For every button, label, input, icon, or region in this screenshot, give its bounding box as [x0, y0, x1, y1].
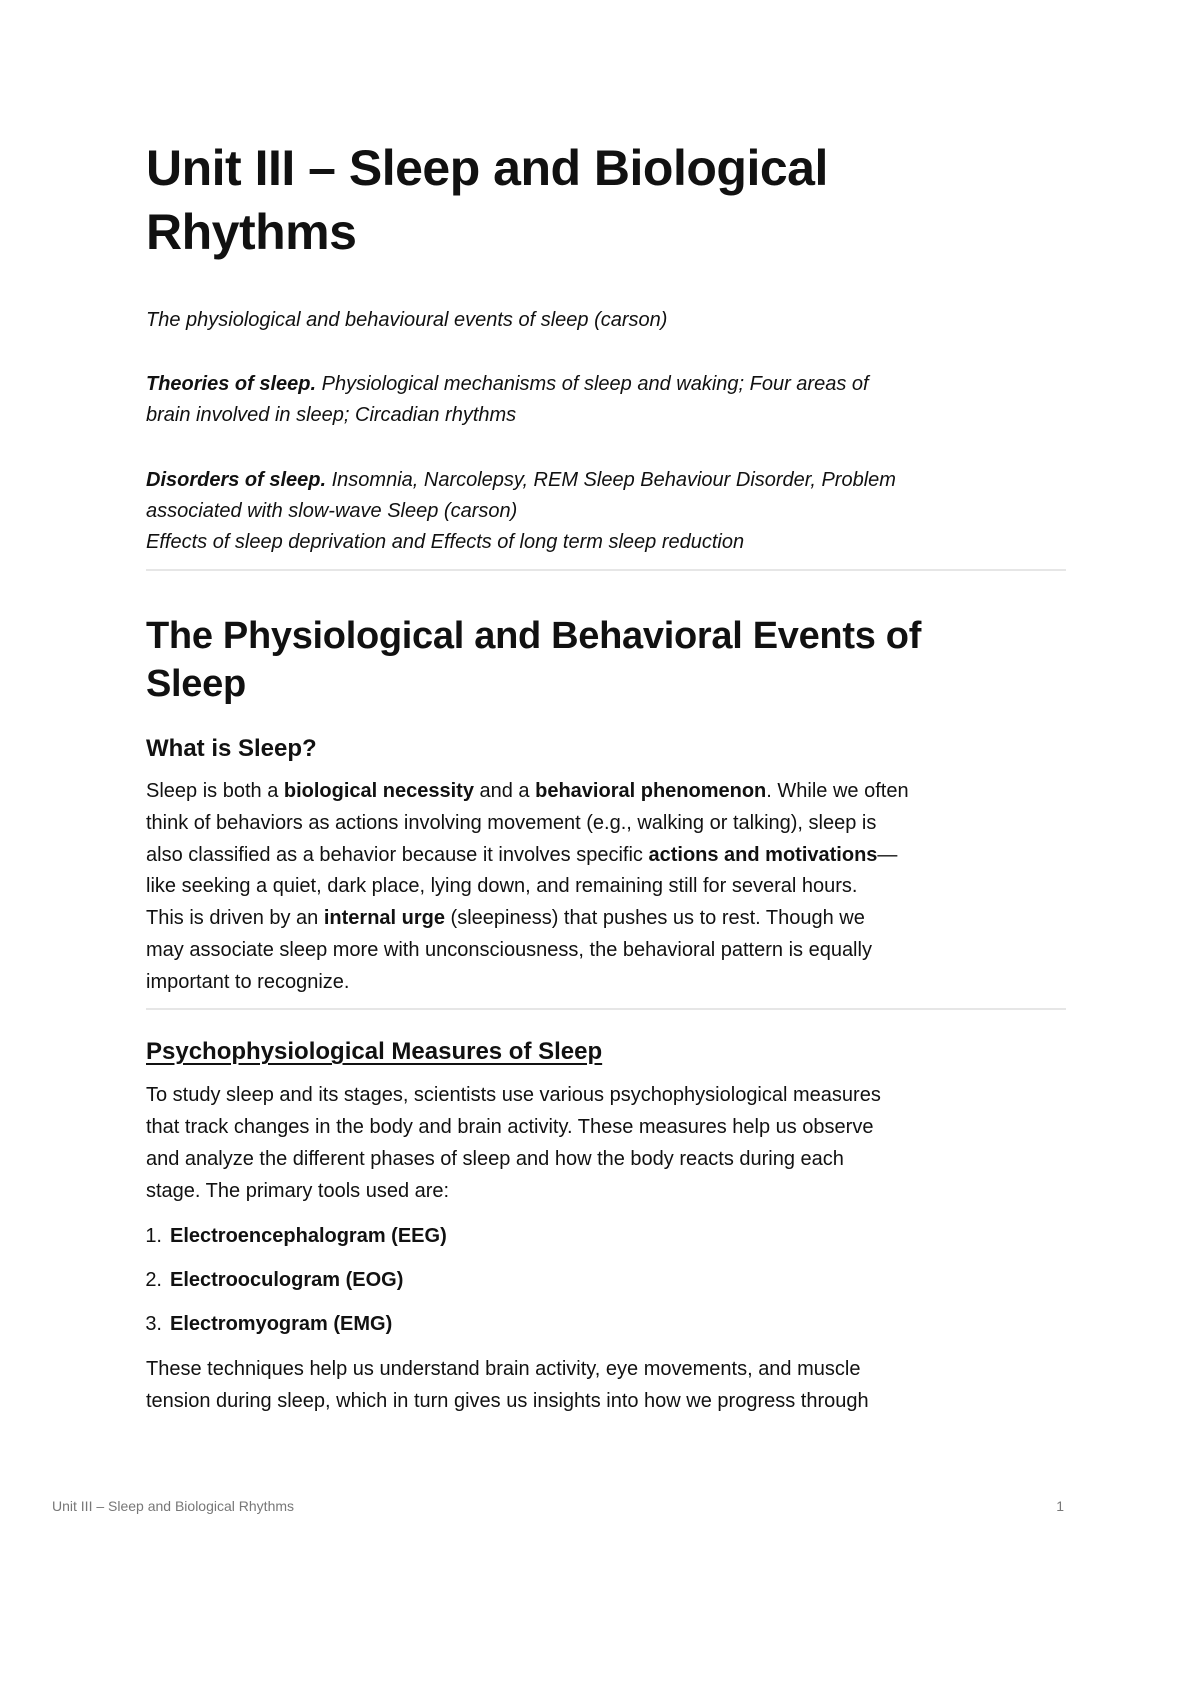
text-run: also classified as a behavior because it involves specific [146, 843, 649, 866]
bold-text: Theories of sleep. [146, 373, 317, 395]
text-run: To study sleep and its stages, scientists use various psychophysiological measures [146, 1084, 881, 1106]
paragraph-line [146, 1143, 844, 1175]
paragraph-line [146, 839, 897, 871]
text-run: may associate sleep more with unconsciousness, the behavioral pattern is equally [146, 939, 872, 961]
text-run: like seeking a quiet, dark place, lying down, and remaining still for several hours. [146, 875, 858, 898]
list-item [120, 1308, 392, 1340]
bold-text: biological necessity [283, 780, 474, 802]
text-run: think of behaviors as actions involving movement (e.g., walking or talking), sleep is [146, 811, 877, 834]
page-title-line: Unit III – Sleep and Biological [146, 140, 828, 196]
theories-line [146, 399, 516, 431]
disorders-line [146, 464, 896, 496]
subheading-measures: Psychophysiological Measures of Sleep [146, 1038, 603, 1065]
text-run: Sleep is both a [146, 780, 284, 802]
paragraph-line [146, 870, 857, 902]
subheading-what-is-sleep: What is Sleep? [146, 735, 317, 762]
list-item [120, 1264, 403, 1296]
page-title-line: Rhythms [146, 204, 357, 260]
divider [146, 1008, 1066, 1010]
text-run: — [877, 843, 898, 866]
section-heading-line: Sleep [146, 663, 246, 705]
list-number: 3. [145, 1313, 162, 1335]
text-run: Physiological mechanisms of sleep and waking; Four areas of [316, 373, 869, 395]
paragraph-line [146, 902, 865, 934]
page-number: 1 [1056, 1498, 1064, 1514]
list-number: 1. [145, 1225, 162, 1247]
paragraph-line [146, 775, 909, 807]
text-run: and analyze the different phases of sleep and how the body reacts during each [146, 1148, 844, 1170]
subtitle: The physiological and behavioural events of sleep (carson) [146, 309, 668, 331]
list-item [120, 1220, 447, 1252]
paragraph-line [146, 1353, 860, 1385]
paragraph-line [146, 934, 872, 966]
text-run: brain involved in sleep; Circadian rhythms [146, 404, 517, 426]
footer-title: Unit III – Sleep and Biological Rhythms [52, 1498, 295, 1514]
paragraph-line [146, 807, 876, 839]
text-run: (sleepiness) that pushes us to rest. Though we [445, 907, 865, 930]
paragraph-line [146, 966, 349, 998]
paragraph-line [146, 1385, 869, 1417]
text-run: associated with slow-wave Sleep (carson) [146, 500, 518, 522]
text-run: and a [473, 780, 536, 802]
paragraph-line [146, 1175, 449, 1207]
divider [146, 569, 1066, 571]
text-run: tension during sleep, which in turn gives us insights into how we progress through [146, 1390, 869, 1412]
bold-text: Disorders of sleep. [146, 469, 327, 491]
disorders-line [146, 495, 517, 527]
bold-text: behavioral phenomenon [535, 780, 767, 802]
text-run: This is driven by an [146, 907, 324, 930]
text-run: Insomnia, Narcolepsy, REM Sleep Behaviour Disorder, Problem [326, 469, 896, 491]
paragraph-line [146, 1111, 873, 1143]
disorders-line [146, 526, 744, 558]
text-run: Effects of sleep deprivation and Effects of long term sleep reduction [146, 531, 745, 553]
theories-line [146, 368, 869, 400]
list-label: Electrooculogram (EOG) [170, 1269, 404, 1291]
text-run: stage. The primary tools used are: [146, 1180, 450, 1202]
text-run: . While we often [766, 780, 909, 802]
text-run: These techniques help us understand brain activity, eye movements, and muscle [146, 1358, 861, 1380]
bold-text: internal urge [323, 907, 445, 930]
section-heading-line: The Physiological and Behavioral Events of [146, 615, 922, 657]
text-run: that track changes in the body and brain activity. These measures help us observe [146, 1116, 874, 1138]
bold-text: actions and motivations [648, 843, 878, 866]
list-label: Electromyogram (EMG) [170, 1313, 393, 1335]
list-label: Electroencephalogram (EEG) [170, 1225, 447, 1247]
list-number: 2. [145, 1269, 162, 1291]
paragraph-line [146, 1079, 881, 1111]
text-run: important to recognize. [146, 970, 350, 993]
